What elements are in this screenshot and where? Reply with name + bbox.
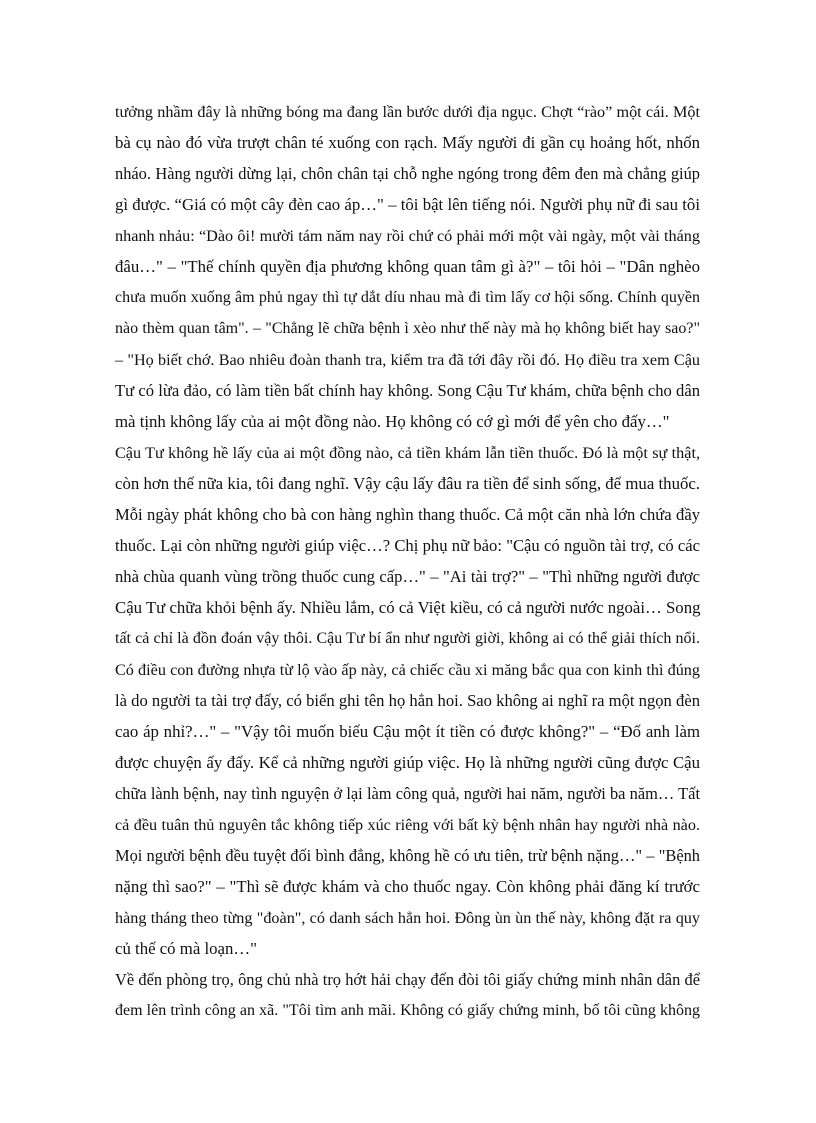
text-line: Cậu Tư không hề lấy của ai một đồng nào, cả tiền khám lẫn tiền thuốc. Đó là một sự thật, [115, 444, 700, 462]
text-line: thuốc. Lại còn những người giúp việc…? Chị phụ nữ bảo: "Cậu có nguồn tài trợ, có các [115, 536, 700, 555]
text-line: – "Họ biết chớ. Bao nhiêu đoàn thanh tra, kiểm tra đã tới đây rồi đó. Họ điều tra xem Cậu [115, 351, 700, 369]
text-line: hàng tháng theo từng "đoàn", có danh sách hẳn hoi. Đông ùn ùn thế này, không đặt ra quy [115, 909, 700, 927]
text-line: được chuyện ấy đấy. Kể cả những người giúp việc. Họ là những người cũng được Cậu [115, 753, 700, 772]
text-line: nhanh nhảu: “Dào ôi! mười tám năm nay rồi chứ có phải mới một vài ngày, một vài tháng [115, 227, 700, 245]
text-line: chưa muốn xuống âm phủ ngay thì tự dắt díu nhau mà đi tìm lấy cơ hội sống. Chính quyền [115, 289, 700, 306]
text-line: chữa lành bệnh, nay tình nguyện ở lại làm công quả, người hai năm, người ba năm… Tất [115, 784, 700, 803]
text-line: nhà chùa quanh vùng trồng thuốc cung cấp…" – "Ai tài trợ?" – "Thì những người được [115, 567, 700, 586]
text-line: cả đều tuân thủ nguyên tắc không tiếp xúc riêng với bất kỳ bệnh nhân hay người nhà nào. [115, 816, 700, 834]
text-line: gì được. “Giá có một cây đèn cao áp…" – tôi bật lên tiếng nói. Người phụ nữ đi sau tôi [115, 195, 700, 214]
text-line: Về đến phòng trọ, ông chủ nhà trọ hớt hải chạy đến đòi tôi giấy chứng minh nhân dân để [115, 970, 700, 989]
text-line: Tư có lừa đảo, có làm tiền bất chính hay không. Song Cậu Tư khám, chữa bệnh cho dân [115, 381, 700, 400]
text-line: củ thế có mà loạn…" [115, 939, 257, 958]
text-line: Mọi người bệnh đều tuyệt đối bình đẳng, không hề có ưu tiên, trừ bệnh nặng…" – "Bệnh [115, 846, 700, 865]
text-line: cao áp nhỉ?…" – "Vậy tôi muốn biếu Cậu một ít tiền có được không?" – “Đố anh làm [115, 722, 700, 741]
text-line: đem lên trình công an xã. "Tôi tìm anh mãi. Không có giấy chứng minh, bố tôi cũng không [115, 1002, 700, 1019]
text-line: mà tịnh không lấy của ai một đồng nào. Họ không có cớ gì mới để yên cho đấy…" [115, 412, 670, 431]
text-line: là do người ta tài trợ đấy, có biển ghi tên họ hẳn hoi. Sao không ai nghĩ ra một ngọn đèn [115, 691, 700, 710]
text-line: Có điều con đường nhựa từ lộ vào ấp này, cả chiếc cầu xi măng bắc qua con kinh thì đúng [115, 661, 700, 679]
text-line: đâu…" – "Thế chính quyền địa phương không quan tâm gì à?" – tôi hỏi – "Dân nghèo [115, 257, 700, 276]
text-line: nào thèm quan tâm". – "Chẳng lẽ chữa bệnh ì xèo như thế này mà họ không biết hay sao?" [115, 320, 700, 337]
text-line: Cậu Tư chữa khỏi bệnh ấy. Nhiều lắm, có cả Việt kiều, có cả người nước ngoài… Song [115, 598, 701, 617]
text-line: nháo. Hàng người dừng lại, chôn chân tại chỗ nghe ngóng trong đêm đen mà chẳng giúp [115, 164, 700, 183]
text-line: nặng thì sao?" – "Thì sẽ được khám và cho thuốc ngay. Còn không phải đăng kí trước [115, 877, 700, 896]
text-line: Mỗi ngày phát không cho bà con hàng nghìn thang thuốc. Cả một căn nhà lớn chứa đầy [115, 505, 700, 524]
text-line: tưởng nhầm đây là những bóng ma đang lần bước dưới địa ngục. Chợt “rào” một cái. Một [115, 103, 700, 121]
text-line: còn hơn thế nữa kia, tôi đang nghĩ. Vậy cậu lấy đâu ra tiền để sinh sống, để mua thuốc. [115, 474, 700, 493]
text-line: bà cụ nào đó vừa trượt chân té xuống con rạch. Mấy người đi gần cụ hoảng hốt, nhốn [115, 133, 700, 152]
text-line: tất cả chỉ là đồn đoán vậy thôi. Cậu Tư bí ẩn như người giời, không ai có thể giải thích nổi. [115, 630, 700, 647]
